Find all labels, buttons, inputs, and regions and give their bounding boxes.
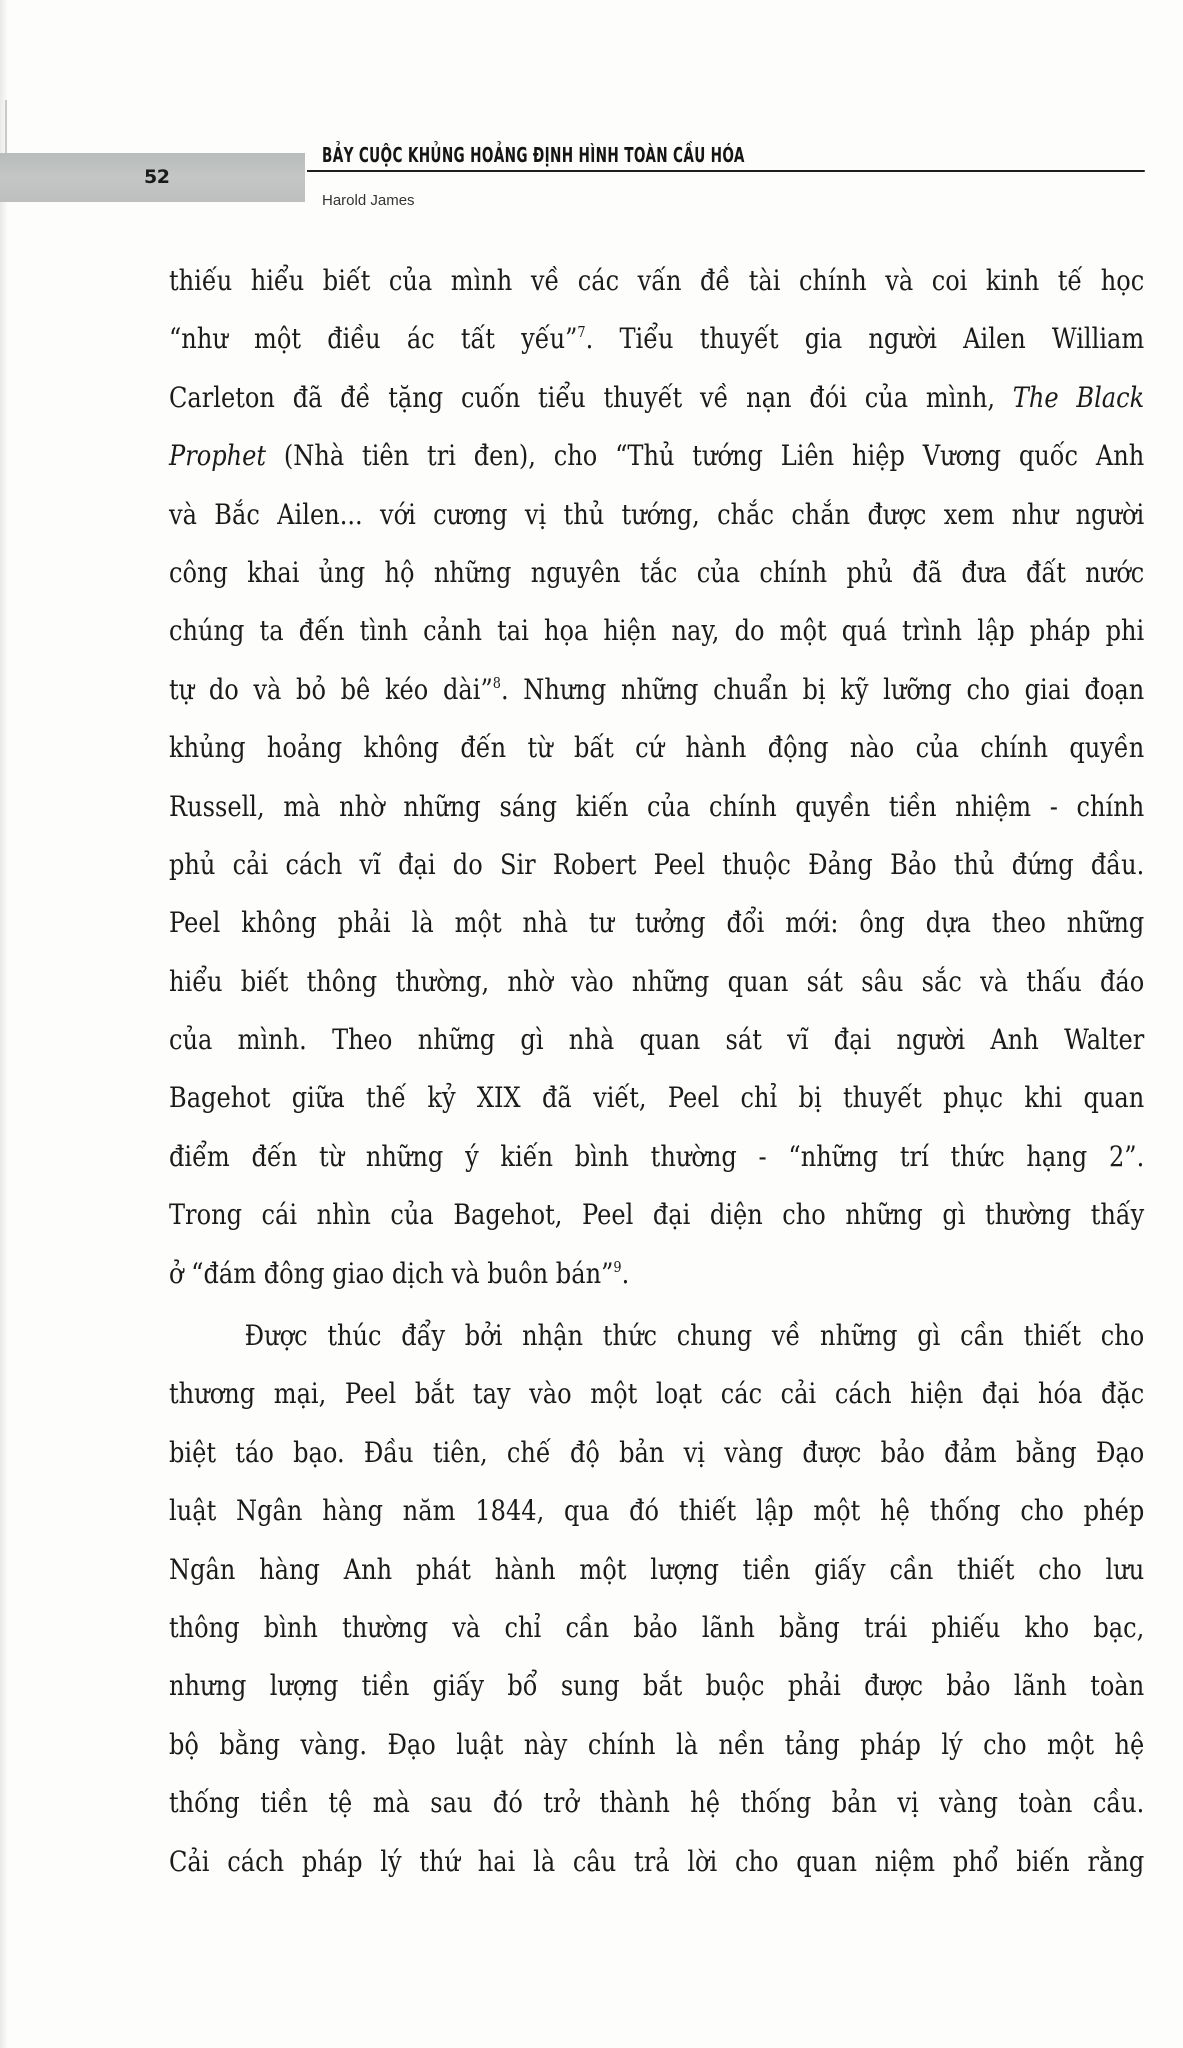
text-line: phủ cải cách vĩ đại do Sir Robert Peel thuộc Đảng Bảo thủ đứng đầu. [169, 847, 1145, 881]
footnote-ref-8: 8 [492, 673, 501, 692]
text-line: luật Ngân hàng năm 1844, qua đó thiết lập một hệ thống cho phép [169, 1494, 1145, 1528]
text-fragment: . Nhưng những chuẩn bị kỹ lưỡng cho giai đoạn [500, 672, 1145, 706]
author-name: Harold James [322, 192, 415, 209]
text-line: của mình. Theo những gì nhà quan sát vĩ đại người Anh Walter [169, 1023, 1145, 1057]
text-line [169, 369, 1144, 427]
text-line: công khai ủng hộ những nguyên tắc của chính phủ đã đưa đất nước [169, 555, 1145, 589]
paragraph-2 [169, 1307, 1144, 1891]
text-line: Peel không phải là một nhà tư tưởng đổi mới: ông dựa theo những [169, 906, 1145, 940]
text-fragment: tự do và bỏ bê kéo dài” [169, 672, 493, 706]
text-line [169, 1245, 1144, 1303]
text-line [169, 427, 1144, 485]
text-line: hiểu biết thông thường, nhờ vào những quan sát sâu sắc và thấu đáo [169, 964, 1145, 998]
text-line: nhưng lượng tiền giấy bổ sung bắt buộc phải được bảo lãnh toàn [169, 1669, 1145, 1703]
text-line: Cải cách pháp lý thứ hai là câu trả lời cho quan niệm phổ biến rằng [169, 1844, 1145, 1878]
text-fragment: “như một điều ác tất yếu” [169, 322, 578, 356]
text-line: thông bình thường và chỉ cần bảo lãnh bằng trái phiếu kho bạc, [169, 1610, 1145, 1644]
footnote-ref-9: 9 [613, 1257, 622, 1276]
running-title: BẢY CUỘC KHỦNG HOẢNG ĐỊNH HÌNH TOÀN CẦU HÓA [322, 143, 745, 167]
text-line: thiếu hiểu biết của mình về các vấn đề tài chính và coi kinh tế học [169, 264, 1145, 297]
text-line: bộ bằng vàng. Đạo luật này chính là nền tảng pháp lý cho một hệ [169, 1727, 1145, 1761]
text-line: Ngân hàng Anh phát hành một lượng tiền giấy cần thiết cho lưu [169, 1552, 1145, 1586]
text-line: Trong cái nhìn của Bagehot, Peel đại diện cho những gì thường thấy [169, 1198, 1145, 1232]
text-fragment: Carleton đã đề tặng cuốn tiểu thuyết về nạn đói của mình, [169, 380, 1013, 414]
text-fragment: . [621, 1256, 630, 1290]
page-number: 52 [144, 166, 170, 188]
text-fragment: . Tiểu thuyết gia người Ailen William [585, 322, 1145, 356]
text-line: điểm đến từ những ý kiến bình thường - “những trí thức hạng 2”. [169, 1139, 1145, 1173]
text-line: thống tiền tệ mà sau đó trở thành hệ thống bản vị vàng toàn cầu. [169, 1786, 1145, 1820]
text-line: và Bắc Ailen... với cương vị thủ tướng, chắc chắn được xem như người [169, 497, 1145, 531]
text-line: Bagehot giữa thế kỷ XIX đã viết, Peel chỉ bị thuyết phục khi quan [169, 1081, 1145, 1115]
header-rule [307, 170, 1145, 172]
text-line: Russell, mà nhờ những sáng kiến của chính quyền tiền nhiệm - chính [169, 789, 1145, 823]
text-fragment: (Nhà tiên tri đen), cho “Thủ tướng Liên hiệp Vương quốc Anh [266, 439, 1145, 473]
page-edge-line [5, 100, 7, 160]
text-line: Được thúc đẩy bởi nhận thức chung về những gì cần thiết cho [244, 1319, 1145, 1353]
body-text [169, 252, 1144, 1891]
paragraph-1 [169, 252, 1144, 1303]
text-line: chúng ta đến tình cảnh tai họa hiện nay, do một quá trình lập pháp phi [169, 614, 1145, 648]
text-line [169, 310, 1144, 368]
book-title-italic: Prophet [169, 439, 267, 473]
page-edge-shadow [0, 0, 8, 2048]
text-line: khủng hoảng không đến từ bất cứ hành động nào của chính quyền [169, 731, 1145, 765]
footnote-ref-7: 7 [577, 323, 586, 342]
book-title-italic: The Black [1012, 380, 1145, 414]
text-line: thương mại, Peel bắt tay vào một loạt các cải cách hiện đại hóa đặc [169, 1377, 1145, 1411]
text-fragment: ở “đám đông giao dịch và buôn bán” [169, 1256, 614, 1290]
text-line: biệt táo bạo. Đầu tiên, chế độ bản vị vàng được bảo đảm bằng Đạo [169, 1435, 1145, 1469]
text-line [169, 661, 1144, 719]
